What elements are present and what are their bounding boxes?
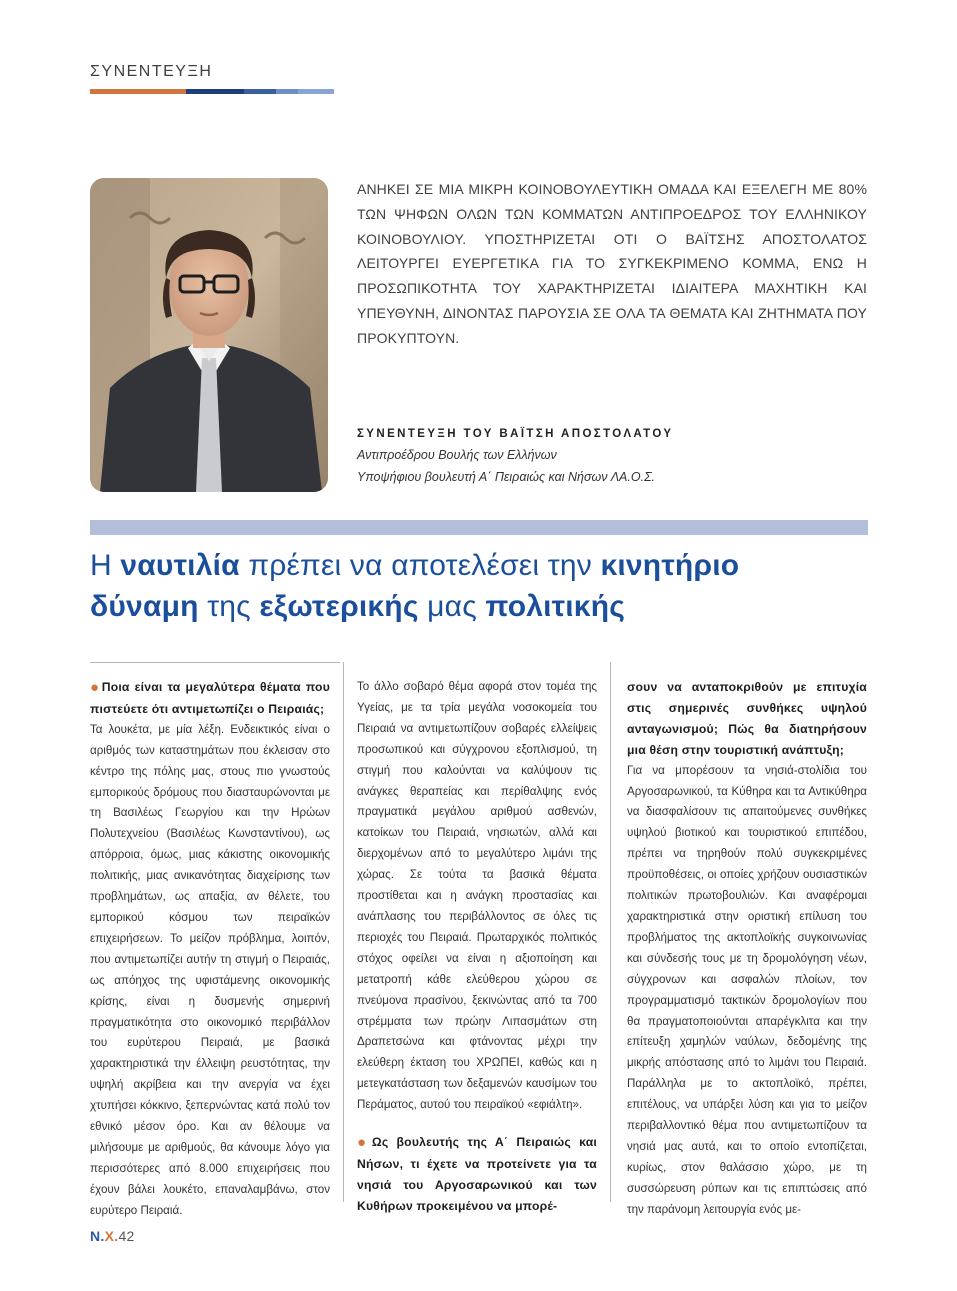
byline-role-2: Υποψήφιου βουλευτή Α΄ Πειραιώς και Νήσων ΛΑ.Ο.Σ. — [357, 470, 656, 484]
interview-answer: Τα λουκέτα, με μία λέξη. Ενδεικτικός είναι ο αριθμός των καταστημάτων που έκλεισαν στο κέντρο της πόλης μας, στους πιο γνωστούς εμπορικούς δρόμους που διασταυρώνονται με τη Βασιλέως Γεωργίου και την Ηρώων Πολυτεχνείου (Βασιλέως Κωνσταντίνου), ως απόρροια, όμως, μιας κάκιστης οικονομικής πολιτικής, μιας ανικανότητας διαχείρισης των προβλημάτων, ως απαξία, αν θέλετε, του εμπορικού κόσμου των πειραϊκών επιχειρήσεων. Το μείζον πρόβλημα, λοιπόν, που αντιμετωπίζει αυτήν τη στιγμή ο Πειραιάς, ως απόηχος της υφιστάμενης οικονομικής κρίσης, είναι η δυσμενής σημερινή πραγματικότητα στο οικονομικό περιβάλλον του ευρύτερου Πειραιά, με βασικά χαρακτηριστικά την έλλειψη ρευστότητας, την υψηλή ακρίβεια και την ανεργία να έχει χτυπήσει κόκκινο, ξεπερνώντας κατά πολύ τον εθνικό μέσον όρο. Και αν θέλουμε να μιλήσουμε με αριθμούς, θα κάνουμε λόγο για περισσότερες από 8.000 επιχειρήσεις που έχουν βάλει λουκέτο, επαναλαμβάνω, στον ευρύτερο Πειραιά. — [90, 722, 330, 1217]
headline-part: πρέπει να αποτελέσει την — [239, 549, 601, 582]
headline-emphasis: κινητήριο — [600, 549, 740, 582]
interview-question — [90, 677, 330, 720]
section-label: ΣΥΝΕΝΤΕΥΞΗ — [90, 63, 213, 80]
column-divider — [343, 662, 344, 1202]
byline-title: ΣΥΝΕΝΤΕΥΞΗ ΤΟΥ ΒΑΪΤΣΗ ΑΠΟΣΤΟΛΑΤΟΥ — [357, 428, 674, 440]
headline-emphasis: πολιτικής — [485, 590, 626, 623]
article-column-3 — [627, 677, 867, 1221]
question-text: Ως βουλευτής της Α΄ Πειραιώς και Νήσων, τι έχετε να προτείνετε για τα νησιά του Αργοσαρωνικού και των Κυθήρων προκειμένου να μπορέ- — [357, 1135, 598, 1213]
interview-question-continued: σουν να ανταποκριθούν με επιτυχία στις σημερινές συνθήκες υψηλού ανταγωνισμού; Πώς θα διατηρήσουν μια θέση στην τουριστική ανάπτυξη; — [627, 680, 867, 757]
headline-part: της — [198, 590, 260, 623]
section-bar-segment — [276, 89, 298, 94]
interviewee-portrait — [90, 178, 328, 492]
section-bar-segment — [298, 89, 334, 94]
article-column-1 — [90, 677, 330, 1222]
lead-paragraph: ΑΝΗΚΕΙ ΣΕ ΜΙΑ ΜΙΚΡΗ ΚΟΙΝΟΒΟΥΛΕΥΤΙΚΗ ΟΜΑΔΑ ΚΑΙ ΕΞΕΛΕΓΗ ΜΕ 80% ΤΩΝ ΨΗΦΩΝ ΟΛΩΝ ΤΩΝ ΚΟΜΜΑΤΩΝ ΑΝΤΙΠΡΟΕΔΡΟΣ ΤΟΥ ΕΛΛΗΝΙΚΟΥ ΚΟΙΝΟΒΟΥΛΙΟΥ. ΥΠΟΣΤΗΡΙΖΕΤΑΙ ΟΤΙ Ο ΒΑΪΤΣΗΣ ΑΠΟΣΤΟΛΑΤΟΣ ΛΕΙΤΟΥΡΓΕΙ ΕΥΕΡΓΕΤΙΚΑ ΓΙΑ ΤΟ ΣΥΓΚΕΚΡΙΜΕΝΟ ΚΟΜΜΑ, ΕΝΩ Η ΠΡΟΣΩΠΙΚΟΤΗΤΑ ΤΟΥ ΧΑΡΑΚΤΗΡΙΖΕΤΑΙ ΙΔΙΑΙΤΕΡΑ ΜΑΧΗΤΙΚΗ ΚΑΙ ΥΠΕΥΘΥΝΗ, ΔΙΝΟΝΤΑΣ ΠΑΡΟΥΣΙΑ ΣΕ ΟΛΑ ΤΑ ΘΕΜΑΤΑ ΚΑΙ ΖΗΤΗΜΑΤΑ ΠΟΥ ΠΡΟΚΥΠΤΟΥΝ. — [357, 181, 867, 346]
section-bar-segment — [186, 89, 244, 94]
headline-bar — [90, 520, 868, 535]
section-bar-segment — [244, 89, 276, 94]
interview-question — [357, 1132, 597, 1217]
bullet-icon: ● — [357, 1134, 371, 1152]
byline-role-1: Αντιπροέδρου Βουλής των Ελλήνων — [357, 448, 557, 462]
page-folio — [90, 1228, 135, 1244]
page-number: 42 — [118, 1228, 135, 1244]
folio-brand-n: N. — [90, 1228, 105, 1244]
bullet-icon: ● — [90, 679, 101, 696]
interview-answer: Το άλλο σοβαρό θέμα αφορά στον τομέα της Υγείας, με τα τρία μεγάλα νοσοκομεία του Πειραιά να αντιμετωπίζουν σοβαρές ελλείψεις προσωπικού και σύγχρονου εξοπλισμού, τη στιγμή που καλούνται να καλύψουν τις ανάγκες θεραπείας και περίθαλψης ενός πραγματικά μεγάλου αριθμού ασθενών, κατοίκων του Πειραιά, νησιωτών, αλλά και διερχομένων από το μεγαλύτερο λιμάνι της χώρας. Σε τούτα τα βασικά θέματα προστίθεται και η ανάγκη προστασίας και ανάπλασης του περιβάλλοντος σε όλες τις περιοχές του Πειραιά. Πρωταρχικός πολιτικός στόχος οφείλει να είναι η αξιοποίηση και μετατροπή κάθε ελεύθερου χώρου σε πνεύμονα πρασίνου, ξεκινώντας από τα 700 στρέμματα των πρώην Λιπασμάτων στη Δραπετσώνα και φτάνοντας μέχρι την ελεύθερη έκταση του ΧΡΩΠΕΙ, καθώς και η μετεγκατάσταση των δεξαμενών καυσίμων του Περάματος, αυτού του πειραϊκού «εφιάλτη». — [357, 680, 597, 1112]
headline-emphasis: δύναμη — [90, 590, 199, 623]
column-top-rule — [90, 662, 340, 663]
folio-brand-x: X. — [104, 1228, 119, 1244]
column-divider — [610, 662, 611, 1202]
interview-answer: Για να μπορέσουν τα νησιά-στολίδια του Αργοσαρωνικού, τα Κύθηρα και τα Αντικύθηρα να διασφαλίσουν τις απαιτούμενες συνθήκες υψηλού βιοτικού και τουριστικού επιπέδου, πρέπει να τηρηθούν πολύ συγκεκριμένες προϋποθέσεις, οι οποίες χρήζουν ουσιαστικών πολιτικών πρωτοβουλιών. Και αναφέρομαι χαρακτηριστικά στην οριστική επίλυση του προβλήματος της ακτοπλοϊκής συγκοινωνίας και σύνδεσής τους με τη δρομολόγηση νέων, σύγχρονων και ασφαλών πλοίων, τον προγραμματισμό τακτικών δρομολογίων που θα πραγματοποιούνται απαρέγκλιτα και την επίτευξη χαμηλών ναύλων, δεδομένης της μικρής απόστασης από το λιμάνι του Πειραιά. Παράλληλα με το ακτοπλοϊκό, πρέπει, επιτέλους, να υπάρξει λύση και για το μείζον περιβαλλοντικό θέμα που αντιμετωπίζουν τα νησιά μας αυτά, και το οποίο εντοπίζεται, κυρίως, στον θαλάσσιο χώρο, με τη συσσώρευση ρύπων και τις επιπτώσεις από την παράνομη λειτουργία ενός με- — [627, 763, 867, 1216]
article-column-2 — [357, 677, 597, 1217]
headline-part: μας — [418, 590, 486, 623]
headline — [90, 545, 880, 627]
headline-emphasis: εξωτερικής — [259, 590, 419, 623]
headline-emphasis: ναυτιλία — [120, 549, 240, 582]
section-bar-segment — [90, 89, 186, 94]
section-color-bar — [90, 89, 334, 94]
question-text: Ποια είναι τα μεγαλύτερα θέματα που πιστεύετε ότι αντιμετωπίζει ο Πειραιάς; — [90, 680, 330, 716]
headline-part: Η — [90, 549, 121, 582]
